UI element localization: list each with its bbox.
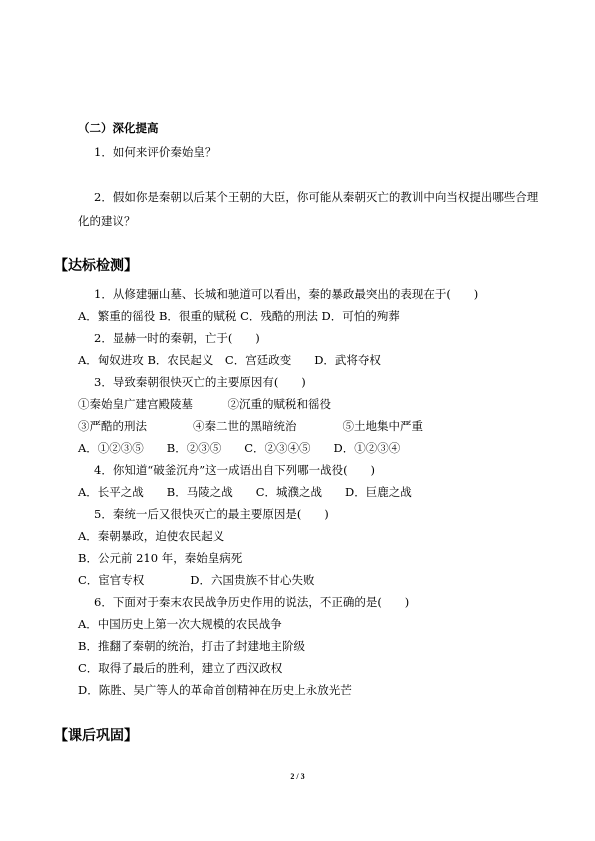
question-2-line-2: 化的建议？ bbox=[78, 214, 136, 228]
section-heading-after: 【课后巩固】 bbox=[54, 728, 138, 744]
test-line: D．陈胜、吴广等人的革命首创精神在历史上永放光芒 bbox=[78, 683, 352, 697]
test-line: A．中国历史上第一次大规模的农民战争 bbox=[78, 617, 282, 631]
test-line: 2．显赫一时的秦朝，亡于( ) bbox=[94, 331, 260, 345]
test-line: A．长平之战 B．马陵之战 C．城濮之战 D．巨鹿之战 bbox=[78, 485, 412, 499]
test-line: ③严酷的刑法 ④秦二世的黑暗统治 ⑤土地集中严重 bbox=[78, 419, 423, 433]
test-line: A．匈奴进攻 B．农民起义 C．宫廷政变 D．武将夺权 bbox=[78, 353, 381, 367]
test-line: A．①②③⑤ B．②③⑤ C．②③④⑤ D．①②③④ bbox=[78, 441, 401, 455]
question-2-line-1: 2．假如你是秦朝以后某个王朝的大臣，你可能从秦朝灭亡的教训中向当权提出哪些合理 bbox=[94, 190, 539, 204]
test-line: 3．导致秦朝很快灭亡的主要原因有( ) bbox=[94, 375, 306, 389]
question-1: 1．如何来评价秦始皇？ bbox=[94, 145, 217, 159]
test-line: B．推翻了秦朝的统治，打击了封建地主阶级 bbox=[78, 639, 305, 653]
test-line: C．宦官专权 D．六国贵族不甘心失败 bbox=[78, 573, 315, 587]
section-heading-test: 【达标检测】 bbox=[54, 258, 138, 274]
test-line: 5．秦统一后又很快灭亡的最主要原因是( ) bbox=[94, 507, 329, 521]
section-heading-deepen: （二）深化提高 bbox=[78, 121, 159, 135]
test-line: A．秦朝暴政，迫使农民起义 bbox=[78, 529, 225, 543]
test-line: B．公元前 210 年，秦始皇病死 bbox=[78, 551, 243, 565]
test-line: C．取得了最后的胜利，建立了西汉政权 bbox=[78, 661, 283, 675]
page-number: 2 / 3 bbox=[290, 772, 305, 781]
test-line: 1．从修建骊山墓、长城和驰道可以看出，秦的暴政最突出的表现在于( ) bbox=[94, 287, 479, 301]
test-line: A．繁重的徭役 B．很重的赋税 C．残酷的刑法 D．可怕的殉葬 bbox=[78, 309, 400, 323]
test-line: ①秦始皇广建宫殿陵墓 ②沉重的赋税和徭役 bbox=[78, 397, 331, 411]
test-line: 6．下面对于秦末农民战争历史作用的说法，不正确的是( ) bbox=[94, 595, 410, 609]
test-line: 4．你知道“破釜沉舟”这一成语出自下列哪一战役( ) bbox=[94, 463, 376, 477]
